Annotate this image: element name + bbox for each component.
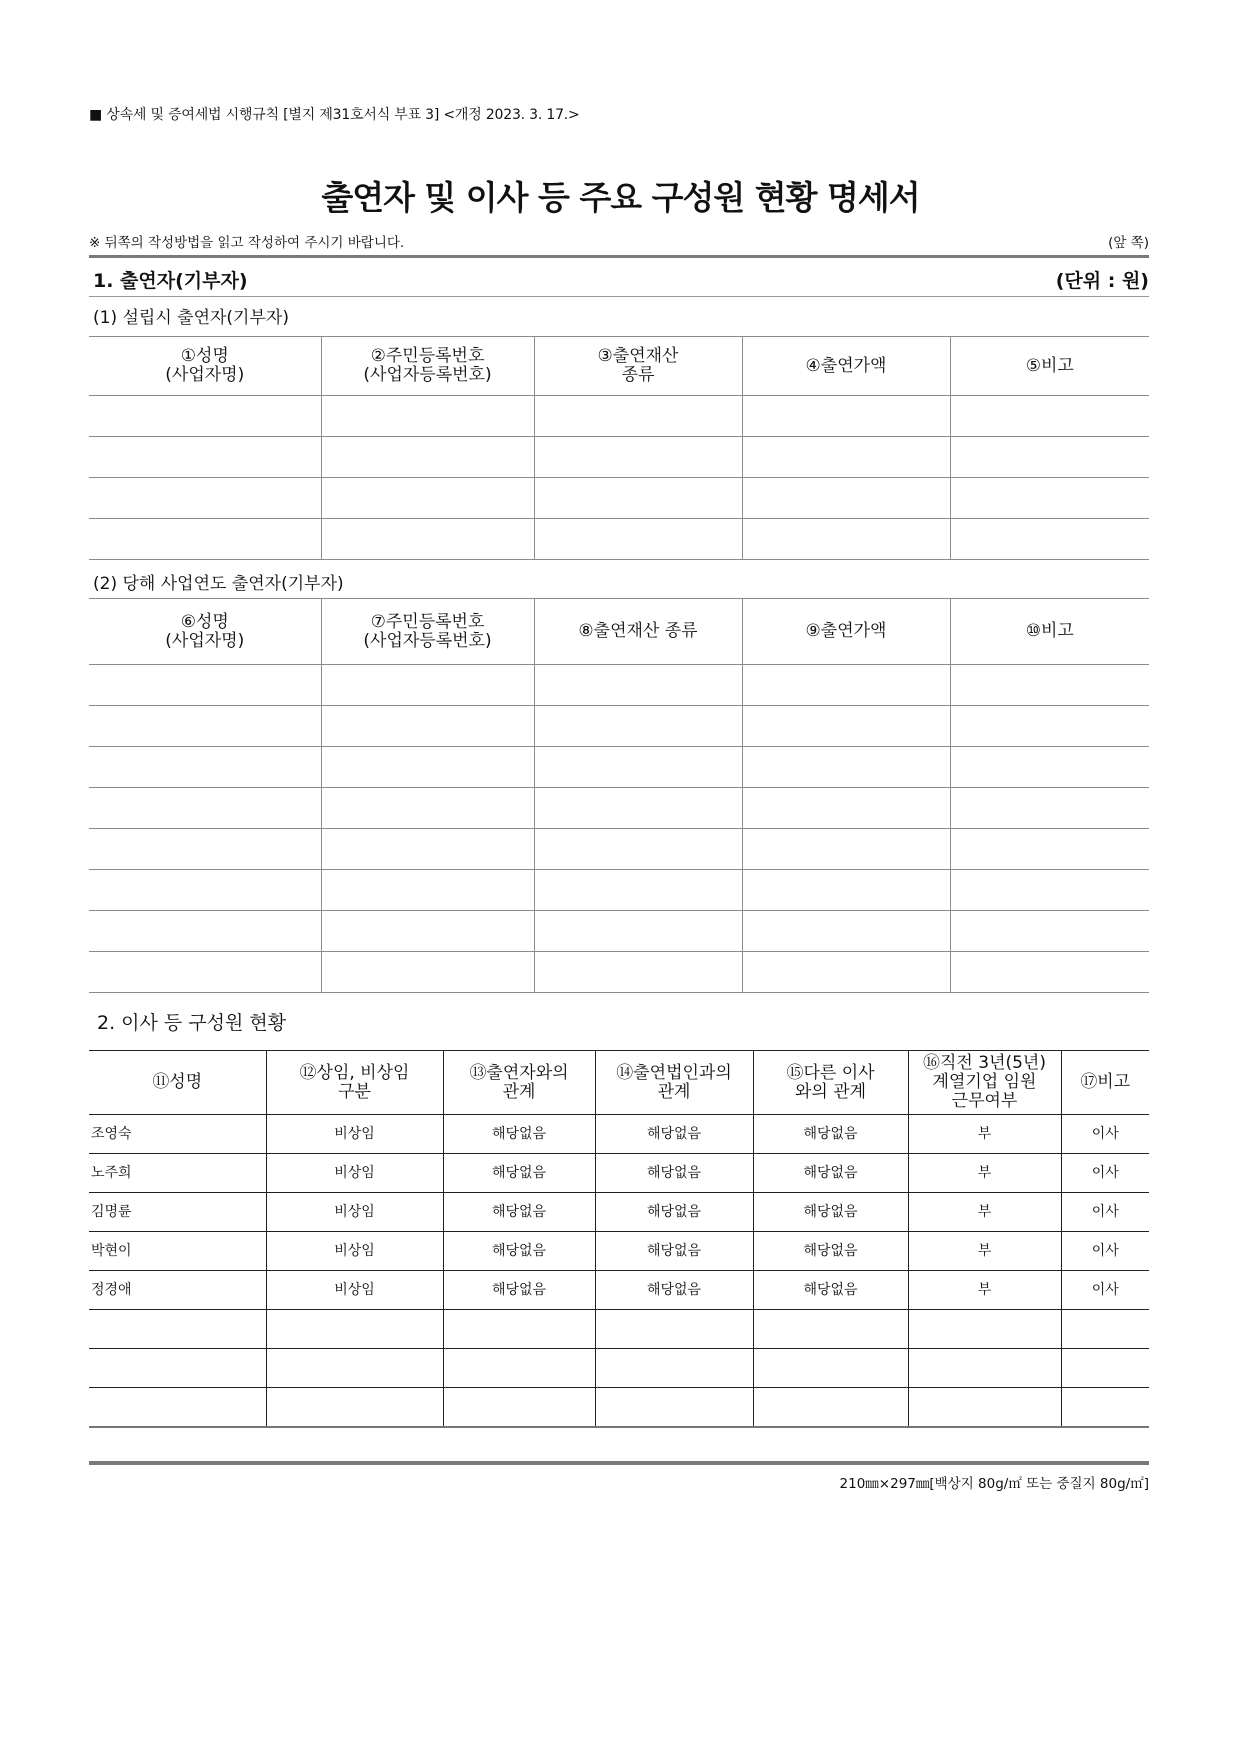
table-cell[interactable] — [742, 478, 950, 519]
table-cell[interactable] — [742, 911, 950, 952]
table-cell[interactable] — [321, 396, 534, 437]
table-header-row — [89, 337, 1149, 396]
page-side-label: (앞 쪽) — [1108, 235, 1149, 251]
table-cell[interactable] — [534, 519, 742, 560]
table-row — [89, 665, 1149, 706]
paper-spec: 210㎜×297㎜[백상지 80g/㎡ 또는 중질지 80g/㎡] — [839, 1476, 1149, 1492]
table-cell[interactable] — [534, 829, 742, 870]
table-cell[interactable] — [950, 870, 1149, 911]
table-cell[interactable] — [742, 706, 950, 747]
table-cell[interactable] — [595, 1388, 753, 1428]
table-row — [89, 1115, 1149, 1154]
section2-heading: 2. 이사 등 구성원 현황 — [97, 1012, 287, 1034]
director-name[interactable]: 조영숙 — [89, 1115, 266, 1154]
table-cell[interactable] — [742, 396, 950, 437]
table-cell[interactable]: 해당없음 — [753, 1115, 908, 1154]
table-cell[interactable] — [908, 1349, 1061, 1388]
table-cell[interactable] — [950, 788, 1149, 829]
table-cell[interactable] — [321, 437, 534, 478]
table-cell[interactable]: 해당없음 — [595, 1193, 753, 1232]
column-header: ⑭출연법인과의 관계 — [595, 1051, 753, 1115]
column-header: ⑤비고 — [950, 337, 1149, 396]
table-cell[interactable] — [534, 952, 742, 993]
table-header-row — [89, 1051, 1149, 1115]
table-cell[interactable] — [534, 437, 742, 478]
table-cell[interactable] — [321, 478, 534, 519]
table-cell[interactable]: 해당없음 — [595, 1232, 753, 1271]
page-title: 출연자 및 이사 등 주요 구성원 현황 명세서 — [321, 178, 920, 217]
table-cell[interactable] — [908, 1388, 1061, 1428]
table-cell[interactable] — [266, 1388, 443, 1428]
section1-heading: 1. 출연자(기부자) — [93, 270, 248, 292]
table-cell[interactable] — [534, 870, 742, 911]
director-name[interactable]: 정경애 — [89, 1271, 266, 1310]
table-row — [89, 437, 1149, 478]
table-row — [89, 1310, 1149, 1349]
table-cell[interactable]: 부 — [908, 1271, 1061, 1310]
table-cell[interactable] — [595, 1349, 753, 1388]
table-cell[interactable] — [950, 665, 1149, 706]
table-cell[interactable]: 부 — [908, 1115, 1061, 1154]
column-header: ⑰비고 — [1061, 1051, 1149, 1115]
table-row — [89, 706, 1149, 747]
table-cell[interactable] — [89, 478, 321, 519]
table-cell[interactable]: 해당없음 — [443, 1115, 595, 1154]
column-header: ①성명 (사업자명) — [89, 337, 321, 396]
table-cell[interactable] — [950, 829, 1149, 870]
table-row — [89, 396, 1149, 437]
founding-contributors-table — [89, 336, 1149, 560]
table-cell[interactable]: 해당없음 — [595, 1154, 753, 1193]
table-cell[interactable] — [89, 829, 321, 870]
table-cell[interactable] — [534, 706, 742, 747]
table-cell[interactable] — [950, 706, 1149, 747]
table-cell[interactable]: 해당없음 — [443, 1193, 595, 1232]
table-cell[interactable] — [321, 519, 534, 560]
table-row — [89, 870, 1149, 911]
table-cell[interactable] — [321, 747, 534, 788]
table-cell[interactable] — [742, 870, 950, 911]
table-cell[interactable] — [753, 1388, 908, 1428]
directors-table — [89, 1050, 1149, 1428]
table-header-row — [89, 599, 1149, 665]
table-cell[interactable] — [1061, 1349, 1149, 1388]
table-cell[interactable] — [742, 788, 950, 829]
table-row — [89, 478, 1149, 519]
table-row — [89, 519, 1149, 560]
table-cell[interactable] — [321, 829, 534, 870]
column-header: ②주민등록번호 (사업자등록번호) — [321, 337, 534, 396]
column-header: ⑫상임, 비상임 구분 — [266, 1051, 443, 1115]
subsection2-heading: (2) 당해 사업연도 출연자(기부자) — [93, 574, 344, 594]
table-cell[interactable] — [742, 747, 950, 788]
table-cell[interactable] — [950, 747, 1149, 788]
table-cell[interactable] — [950, 911, 1149, 952]
table-cell[interactable] — [534, 478, 742, 519]
column-header: ③출연재산 종류 — [534, 337, 742, 396]
table-row — [89, 1271, 1149, 1310]
legal-basis: ■ 상속세 및 증여세법 시행규칙 [별지 제31호서식 부표 3] <개정 2023. 3. 17.> — [89, 107, 580, 123]
table-cell[interactable]: 이사 — [1061, 1154, 1149, 1193]
table-cell[interactable] — [742, 952, 950, 993]
director-name[interactable] — [89, 1388, 266, 1428]
director-name[interactable] — [89, 1310, 266, 1349]
table-cell[interactable] — [443, 1388, 595, 1428]
table-cell[interactable] — [908, 1310, 1061, 1349]
table-cell[interactable] — [89, 706, 321, 747]
table-cell[interactable]: 비상임 — [266, 1271, 443, 1310]
table-cell[interactable] — [321, 665, 534, 706]
table-cell[interactable]: 부 — [908, 1232, 1061, 1271]
table-cell[interactable] — [950, 952, 1149, 993]
column-header: ⑦주민등록번호 (사업자등록번호) — [321, 599, 534, 665]
table-cell[interactable]: 해당없음 — [753, 1271, 908, 1310]
table-cell[interactable] — [950, 519, 1149, 560]
table-cell[interactable]: 해당없음 — [753, 1154, 908, 1193]
divider — [89, 296, 1149, 297]
table-row — [89, 788, 1149, 829]
instruction-note: ※ 뒤쪽의 작성방법을 읽고 작성하여 주시기 바랍니다. — [89, 235, 405, 251]
table-cell[interactable]: 해당없음 — [443, 1154, 595, 1193]
table-cell[interactable] — [742, 437, 950, 478]
director-name[interactable]: 박현이 — [89, 1232, 266, 1271]
table-cell[interactable] — [950, 437, 1149, 478]
table-row — [89, 1349, 1149, 1388]
table-cell[interactable] — [1061, 1310, 1149, 1349]
table-row — [89, 911, 1149, 952]
column-header: ⑧출연재산 종류 — [534, 599, 742, 665]
column-header: ⑮다른 이사 와의 관계 — [753, 1051, 908, 1115]
divider — [89, 1461, 1149, 1465]
unit-label: (단위 : 원) — [1055, 270, 1149, 292]
column-header: ⑥성명 (사업자명) — [89, 599, 321, 665]
table-cell[interactable] — [266, 1310, 443, 1349]
table-cell[interactable]: 비상임 — [266, 1193, 443, 1232]
table-cell[interactable] — [534, 747, 742, 788]
table-cell[interactable] — [89, 870, 321, 911]
table-cell[interactable] — [443, 1310, 595, 1349]
director-name[interactable] — [89, 1349, 266, 1388]
table-cell[interactable] — [595, 1310, 753, 1349]
director-name[interactable]: 김명륜 — [89, 1193, 266, 1232]
table-cell[interactable] — [742, 665, 950, 706]
table-cell[interactable] — [89, 911, 321, 952]
column-header: ④출연가액 — [742, 337, 950, 396]
column-header: ⑯직전 3년(5년) 계열기업 임원 근무여부 — [908, 1051, 1061, 1115]
table-cell[interactable]: 해당없음 — [753, 1232, 908, 1271]
table-cell[interactable] — [266, 1349, 443, 1388]
table-cell[interactable]: 비상임 — [266, 1154, 443, 1193]
table-cell[interactable] — [321, 952, 534, 993]
column-header: ⑨출연가액 — [742, 599, 950, 665]
table-cell[interactable] — [753, 1310, 908, 1349]
table-cell[interactable] — [950, 478, 1149, 519]
table-cell[interactable]: 부 — [908, 1193, 1061, 1232]
column-header: ⑩비고 — [950, 599, 1149, 665]
table-row — [89, 747, 1149, 788]
director-name[interactable]: 노주희 — [89, 1154, 266, 1193]
table-row — [89, 1154, 1149, 1193]
table-cell[interactable] — [443, 1349, 595, 1388]
column-header: ⑬출연자와의 관계 — [443, 1051, 595, 1115]
table-cell[interactable]: 비상임 — [266, 1115, 443, 1154]
divider — [89, 255, 1149, 258]
table-cell[interactable] — [89, 747, 321, 788]
table-cell[interactable]: 해당없음 — [753, 1193, 908, 1232]
table-cell[interactable] — [1061, 1388, 1149, 1428]
table-cell[interactable]: 비상임 — [266, 1232, 443, 1271]
table-cell[interactable] — [321, 911, 534, 952]
table-cell[interactable] — [742, 829, 950, 870]
table-cell[interactable] — [742, 519, 950, 560]
table-cell[interactable]: 이사 — [1061, 1115, 1149, 1154]
current-year-contributors-table — [89, 598, 1149, 993]
table-cell[interactable] — [321, 706, 534, 747]
table-cell[interactable] — [89, 396, 321, 437]
table-cell[interactable]: 해당없음 — [595, 1115, 753, 1154]
table-cell[interactable]: 해당없음 — [595, 1271, 753, 1310]
table-row — [89, 1388, 1149, 1428]
table-cell[interactable] — [321, 870, 534, 911]
table-cell[interactable]: 이사 — [1061, 1271, 1149, 1310]
table-cell[interactable] — [89, 952, 321, 993]
table-row — [89, 952, 1149, 993]
table-cell[interactable]: 부 — [908, 1154, 1061, 1193]
table-cell[interactable] — [89, 788, 321, 829]
column-header: ⑪성명 — [89, 1051, 266, 1115]
table-cell[interactable] — [534, 788, 742, 829]
table-cell[interactable] — [534, 911, 742, 952]
table-cell[interactable] — [89, 665, 321, 706]
table-cell[interactable] — [89, 519, 321, 560]
table-cell[interactable]: 해당없음 — [443, 1271, 595, 1310]
table-row — [89, 1232, 1149, 1271]
table-row — [89, 1193, 1149, 1232]
subsection1-heading: (1) 설립시 출연자(기부자) — [93, 308, 289, 328]
table-cell[interactable] — [753, 1349, 908, 1388]
table-cell[interactable] — [534, 665, 742, 706]
table-cell[interactable]: 해당없음 — [443, 1232, 595, 1271]
table-row — [89, 829, 1149, 870]
table-cell[interactable]: 이사 — [1061, 1193, 1149, 1232]
table-cell[interactable]: 이사 — [1061, 1232, 1149, 1271]
table-cell[interactable] — [89, 437, 321, 478]
table-cell[interactable] — [950, 396, 1149, 437]
table-cell[interactable] — [321, 788, 534, 829]
table-cell[interactable] — [534, 396, 742, 437]
